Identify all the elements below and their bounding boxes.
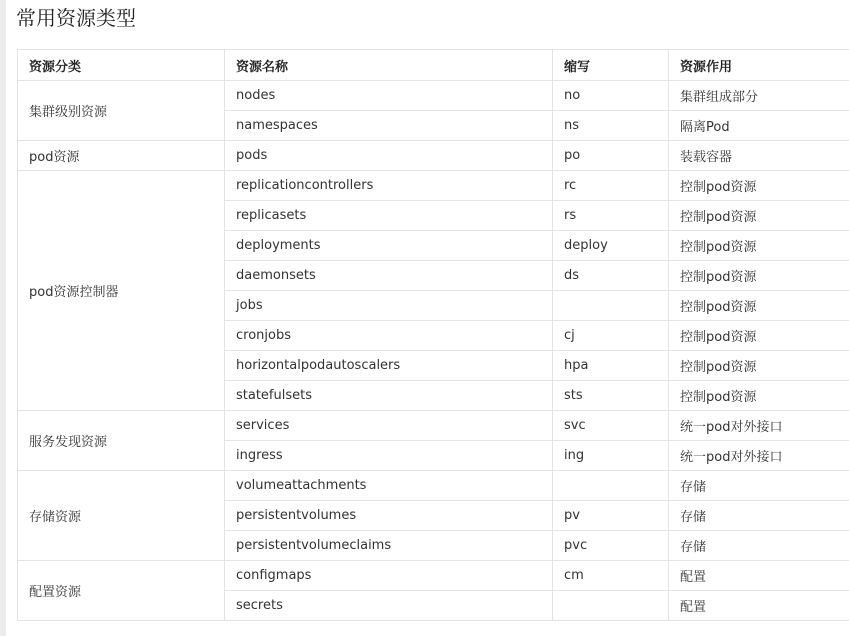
category-cell: 存储资源 — [18, 471, 225, 561]
category-cell: 服务发现资源 — [18, 411, 225, 471]
header-name: 资源名称 — [225, 50, 553, 81]
role-cell: 配置 — [669, 591, 849, 621]
name-cell: secrets — [225, 591, 553, 621]
role-cell: 配置 — [669, 561, 849, 591]
name-cell: nodes — [225, 81, 553, 111]
abbr-cell — [553, 291, 669, 321]
role-cell: 控制pod资源 — [669, 321, 849, 351]
abbr-cell: ing — [553, 441, 669, 471]
left-rail — [0, 0, 6, 636]
abbr-cell: hpa — [553, 351, 669, 381]
abbr-cell — [553, 591, 669, 621]
name-cell: volumeattachments — [225, 471, 553, 501]
abbr-cell: sts — [553, 381, 669, 411]
role-cell: 统一pod对外接口 — [669, 411, 849, 441]
name-cell: jobs — [225, 291, 553, 321]
role-cell: 控制pod资源 — [669, 261, 849, 291]
name-cell: services — [225, 411, 553, 441]
section-title: 常用资源类型 — [16, 6, 136, 30]
abbr-cell: deploy — [553, 231, 669, 261]
role-cell: 存储 — [669, 501, 849, 531]
abbr-cell: rs — [553, 201, 669, 231]
category-cell: 配置资源 — [18, 561, 225, 621]
abbr-cell: rc — [553, 171, 669, 201]
header-role: 资源作用 — [669, 50, 849, 81]
abbr-cell: svc — [553, 411, 669, 441]
table-row — [18, 561, 849, 591]
name-cell: deployments — [225, 231, 553, 261]
name-cell: horizontalpodautoscalers — [225, 351, 553, 381]
header-abbr: 缩写 — [553, 50, 669, 81]
name-cell: replicationcontrollers — [225, 171, 553, 201]
name-cell: ingress — [225, 441, 553, 471]
abbr-cell: pv — [553, 501, 669, 531]
role-cell: 统一pod对外接口 — [669, 441, 849, 471]
table-header-row — [18, 50, 849, 81]
role-cell: 控制pod资源 — [669, 231, 849, 261]
role-cell: 装载容器 — [669, 141, 849, 171]
abbr-cell: pvc — [553, 531, 669, 561]
table-row — [18, 471, 849, 501]
table-row — [18, 141, 849, 171]
abbr-cell: po — [553, 141, 669, 171]
role-cell: 控制pod资源 — [669, 201, 849, 231]
category-cell: 集群级别资源 — [18, 81, 225, 141]
role-cell: 存储 — [669, 471, 849, 501]
resource-types-table — [17, 49, 849, 621]
abbr-cell: cm — [553, 561, 669, 591]
role-cell: 控制pod资源 — [669, 351, 849, 381]
role-cell: 存储 — [669, 531, 849, 561]
abbr-cell: no — [553, 81, 669, 111]
abbr-cell: ds — [553, 261, 669, 291]
name-cell: persistentvolumes — [225, 501, 553, 531]
table-row — [18, 411, 849, 441]
table-row — [18, 81, 849, 111]
role-cell: 隔离Pod — [669, 111, 849, 141]
role-cell: 控制pod资源 — [669, 291, 849, 321]
role-cell: 控制pod资源 — [669, 171, 849, 201]
name-cell: persistentvolumeclaims — [225, 531, 553, 561]
name-cell: replicasets — [225, 201, 553, 231]
abbr-cell: ns — [553, 111, 669, 141]
category-cell: pod资源 — [18, 141, 225, 171]
name-cell: namespaces — [225, 111, 553, 141]
header-category: 资源分类 — [18, 50, 225, 81]
role-cell: 控制pod资源 — [669, 381, 849, 411]
name-cell: daemonsets — [225, 261, 553, 291]
abbr-cell: cj — [553, 321, 669, 351]
name-cell: cronjobs — [225, 321, 553, 351]
name-cell: pods — [225, 141, 553, 171]
category-cell: pod资源控制器 — [18, 171, 225, 411]
table-body — [18, 81, 849, 621]
role-cell: 集群组成部分 — [669, 81, 849, 111]
name-cell: statefulsets — [225, 381, 553, 411]
abbr-cell — [553, 471, 669, 501]
name-cell: configmaps — [225, 561, 553, 591]
table-row — [18, 171, 849, 201]
